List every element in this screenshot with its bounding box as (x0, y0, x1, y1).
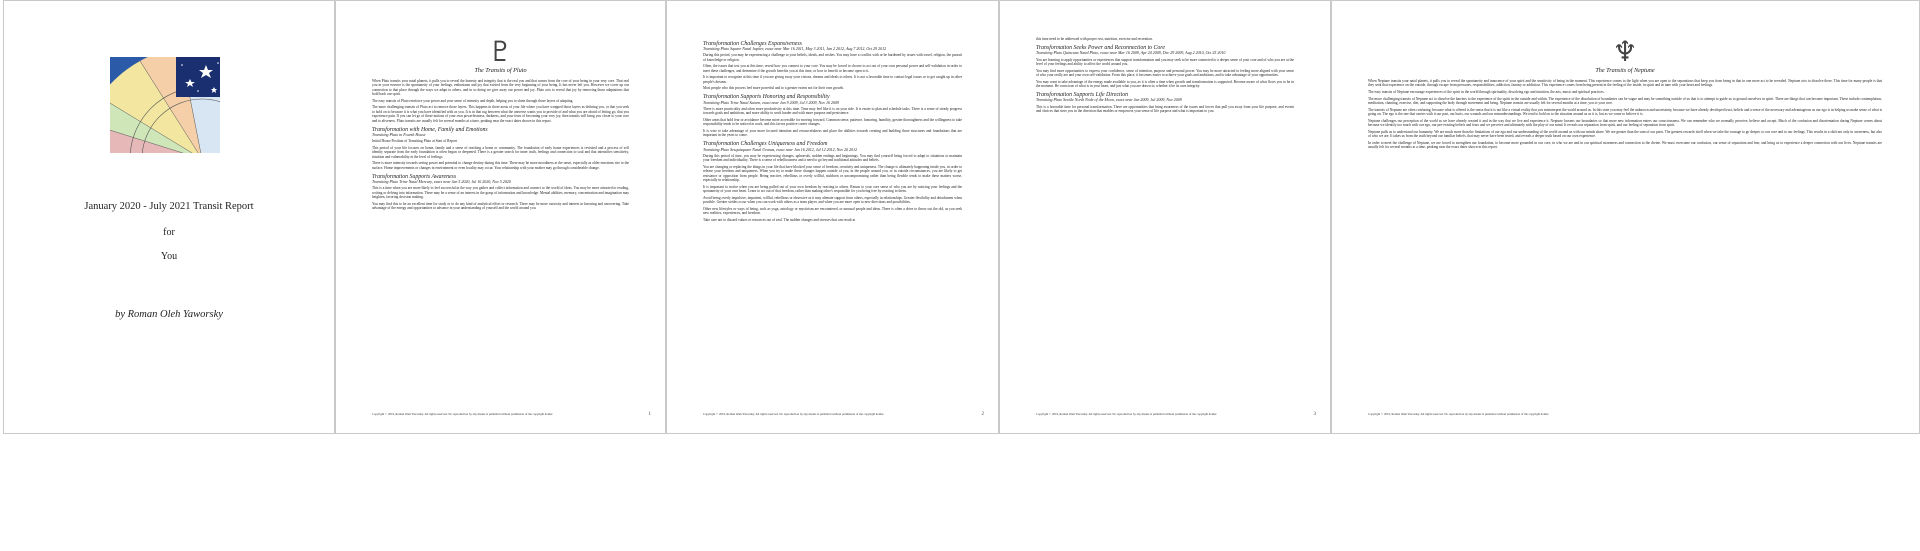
copyright-footer: Copyright © 2019, Roman Oleh Yaworsky. All rights reserved. No reproduction by any means is permitted without permission of the copyright holder. (372, 412, 554, 417)
paragraph: Other areas that hold fear or avoidance become more accessible for moving forward. Common sense, patience, honoring, humility, greater thoroughness and the willingness to take responsibility tends to be noticed at work, and this favors positive career changes. (703, 117, 962, 127)
pluto-glyph-icon: ♇ (487, 37, 514, 68)
paragraph: this time need to be addressed with proper rest, nutrition, exercise and recreation. (1036, 37, 1153, 41)
paragraph: This period of your life focuses on home, family and a sense of reaching a home or community. The foundation of early home experiences is revisited and a process of self identity separate from the early foundation is often begun or deepened. There is a greater search for inner truth, feelings and connection to soul and that intensifies sensitivity, intuition and vulnerability at the level of feelings. (372, 145, 629, 159)
copyright-footer: Copyright © 2019, Roman Oleh Yaworsky. All rights reserved. No reproduction by any means is permitted without permission of the copyright holder. (1036, 412, 1218, 417)
paragraph: It is wise to take advantage of your more focused intention and resourcefulness and place the abilities towards creating and building those structures and foundations that are important in the years to come. (703, 128, 962, 138)
paragraph: The more challenging transits of Pluto act to remove those layers. This happens in those areas of your life where you have wrapped those layers as defining you, or that you seek to hold on to because it is what you have identified with as you. It is in that tug between what the universe wants you to provide of and what you are afraid of letting go, that you experience pain. If you can let go of those notions of your own powerlessness, darkness, and your fears of becoming your very joy, then transits will bring you closer to your core and to aliveness. Pluto transits are usually felt for several months at a time, peaking near the exact dates shown in this report. (372, 105, 629, 123)
paragraph: It is important to notice when you are being pulled out of your own freedom by reacting to others. Return to your core sense of who you are by noticing your feelings and the spontaneity of your own heart. Learn to act out of that freedom, rather than making other's responsible for you being free by reacting to them. (703, 184, 962, 194)
page-number: 3 (1313, 412, 1316, 417)
transit-subheading: Transiting Pluto Sesquisquare Natal Uranus, exact near Jan 16 2012, Jul 12 2012, Nov 20 2012 (703, 146, 858, 152)
copyright-footer: Copyright © 2019, Roman Oleh Yaworsky. All rights reserved. No reproduction by any means is permitted without permission of the copyright holder. (703, 412, 885, 417)
paragraph: Initial House Position of Transiting Pluto at Start of Report (372, 139, 457, 144)
copyright-footer: Copyright © 2019, Roman Oleh Yaworsky. All rights reserved. No reproduction by any means is permitted without permission of the copyright holder. (1368, 412, 1550, 417)
astrology-wheel-image (110, 57, 220, 153)
paragraph: The easy transits of Pluto reinforce your power and your sense of intensity and depth, helping you to shine through those layers of adapting. (372, 98, 574, 103)
transit-heading: Transformation Seeks Power and Reconnection to Core (1036, 44, 1165, 51)
report-author: by Roman Oleh Yaworsky (115, 309, 223, 320)
paragraph: Neptune pulls us to understand our humanity. We are much more than the limitations of our ego and our understanding of the world around us with our minds alone. We are greater than the sum of our parts. The greatest rewards itself when we take the courage to go deeper, to our core and to our feelings. This results in a shift not only in awareness, but also of who we are. It takes us from the truth beyond our familiar beliefs, that may never have been tested, and reveals a deeper truth based on our own experience. (1368, 129, 1882, 138)
report-title: January 2020 - July 2021 Transit Report (84, 201, 254, 212)
report-page-1 (335, 0, 666, 434)
page-number: 2 (981, 412, 984, 417)
paragraph: You are changing or replacing the things in your life that have blocked your sense of freedom, creativity and uniqueness. The change is ultimately happening inside you, in order to release your freedom and uniqueness. When you try to make these changes happen outside of you, in the people around you, or in outside circumstances, you are likely to get resistance or opposition from people. Being reactive, rebellious or overly willful, stubborn or uncompromising rather than being flexible tends to make these matters worse, especially in relationship. (703, 164, 962, 183)
transit-heading: Transformation Supports Honoring and Responsibility (703, 94, 830, 101)
paragraph: There is more practicality and often more productivity at this time. Time may feel like it is on your side. It is easier to plan and schedule tasks. There is a sense of steady progress towards goals and ambitions, and more ability to work harder and with more purpose and persistence. (703, 106, 962, 116)
report-page-4 (1331, 0, 1920, 434)
paragraph: Avoid being overly impulsive, impatient, willful, rebellious or obsessive as it may alienate support from others, especially in relationships. Greater flexibility and detachment when possible. Greater strides occur when you can work with others as a team player, and when you are more open to new directions and possibilities. (703, 195, 962, 205)
paragraph: It is important to recognize at this time if you are giving away your visions, dreams and ideals to others. It is not a favorable time to contact legal issues or to get caught up in other people's dreams. (703, 75, 962, 84)
paragraph: You may want to take advantage of the energy made available to you, as it is often a time when growth and transformation is supported. Become aware of what flows you to be in the moment. Be conscious of what is in your heart, and just what you are drawn to, whether it be its own integrity. (1036, 79, 1294, 89)
paragraph: Neptune challenges our perception of the world as we have already created it and in the way that we live and experience it. Neptune loosens our boundaries so that more new information enters our consciousness. We can remember who we normally perceive, believe and accept. Much of the confusion and disorientation during Neptune comes about because we identify too much with our ego, our pre-existing beliefs and fears and we perceive and ultimately with the play of our mind. It reveals our separation from spirit, and our feeling of separation from spirit. (1368, 118, 1882, 127)
paragraph: You are learning to apply opportunities or experiences that support transformation and you may seek to be more connected to a deeper sense of your core and of who you are at the level of your feelings and ability to affect the world around you. (1036, 57, 1294, 67)
paragraph: The more challenging transits of Neptune act to dissolve the barriers to the experience of the spirit in the outside and within. The experience of the dissolution of boundaries can be vague and may be something outside of us that is to attempt to guide us to ground ourselves in spirit. There are things that can become important. These include contemplation, meditation, chanting, exercise, diet, and supporting the body through movement and being. Neptune transits are usually felt for several months at a time; you to your core. (1368, 96, 1882, 105)
transit-subheading: Transiting Pluto Square Natal Jupiter, exact near Mar 16 2011, May 3 2011, Jan 2 2012, Aug 7 2012, Oct 29 2012 (703, 45, 887, 51)
transit-subheading: Transiting Pluto Trine Natal Saturn, exact near Jan 9 2009, Jul 3 2009, Nov 16 2009 (703, 99, 839, 105)
transit-heading: Transformation Supports Life Direction (1036, 91, 1129, 98)
page-content (372, 37, 629, 403)
report-recipient: You (160, 251, 178, 262)
paragraph: When Pluto transits your natal planets, it pulls you to reveal the honesty and integrity that is the real you and that comes from the core of your being in your very core. That real you in your essence is the spontaneity of your feelings, enthusiasm and joy that existed from the very beginning of your being. It has never left you. However we cover up our connection to that place through the ways we adapt to others, and in so doing we give away our power and joy. Pluto acts to reveal that joy by removing those adaptations that hold back our spirit. (372, 79, 629, 97)
paragraph: This is a favorable time for personal transformation. There are opportunities that bring awareness of the issues and forces that pull you away from your life purpose, and events and choices that steer you in the direction that enables or empowers your sense of life purpose and what is important to you. (1036, 104, 1294, 114)
transit-subheading: Transiting Pluto Trine Natal Mercury, exact near Jan 5 2020, Jul 16 2020, Nov 5 2020 (372, 178, 511, 184)
paragraph: Most people who this process feel more powerful and to a greater extent not for their own growth. (703, 86, 845, 91)
transit-subheading: Transiting Pluto Sextile North Node of the Moon, exact near Jan 2009, Jul 2009, Nov 2009 (1036, 97, 1182, 103)
transit-heading: Transformation Challenges Uniqueness and Freedom (703, 141, 828, 148)
paragraph: The transits of Neptune are often confusing, because what is offered is the sense that it is not like a virtual reality that you misinterpret the world around us. In this state you may feel the unknown and uncertainty, because we have already developed trust, beliefs and a sense of the necessary and advantageous as our ego is in helping us make sense of what is going on. The ego is the one that carries with it our past, our hurts, our wounds and our misunderstandings. We tend to hold on to the situation around us as it is, but as we come to believe it is. (1368, 107, 1882, 116)
paragraph: During this period of time, you may be experiencing changes, upheavals, sudden endings and beginnings. You may find yourself being forced to adapt to situations to maintain your freedom and individuality. There is a sense of rebelliousness and a need to go beyond traditional attitudes and beliefs. (703, 153, 962, 163)
report-page-3 (999, 0, 1331, 434)
cover-page (3, 0, 335, 434)
paragraph: In order to meet the challenge of Neptune, we are forced to strengthen our foundation, to become more grounded in our core, in who we are and in our spiritual awareness and connection to the divine. We must overcome our confusion, our sense of separation and fear, and bring us to experience a deeper connection with our lives. Neptune transits are usually felt for several months at a time, peaking near the exact dates shown in this report. (1368, 140, 1882, 149)
paragraph: This is a time when you are more likely to feel successful in the way you gather and collect information and connect to the world of ideas. You may be more attracted to reading, writing or delving into information. There may be a sense of an interest in the grasp of information and knowledge. Mental abilities, memory, concentration and imagination may heighten, favoring decision making. (372, 186, 629, 200)
page-content (1036, 37, 1294, 403)
paragraph: Other new lifestyles or ways of being, such as yoga, astrology or mysticism are encountered, or unusual people and ideas. There is often a drive to throw out the old, as you seek new realities, experiences, and freedom. (703, 206, 962, 216)
paragraph: During this period, you may be experiencing a challenge to your beliefs, ideals, and wishes. You may have a conflict with or be burdened by issues with travel, religion, the pursuit of knowledge or religion. (703, 53, 962, 62)
neptune-glyph-icon: ♆ (1612, 37, 1638, 68)
page-number: 1 (648, 412, 651, 417)
report-for-label: for (163, 227, 175, 238)
paragraph: You may find this to be an excellent time for study or to do any kind of analytical effort or research. There may be more curiosity and interest in knowing and uncovering. Take advantage of the energy and opportunities to advance in your understanding of yourself and the world around you. (372, 201, 629, 211)
paragraph: The easy transits of Neptune encourage experiences of the spirit in the world through spirituality, dissolving ego and intuition, the arts, music and spiritual practices. (1368, 90, 1605, 94)
section-title: The Transits of Pluto (474, 67, 527, 74)
paragraph: You may find more opportunities to express your confidence, sense of intention, purpose and personal power. You may be more attracted to feeling more aligned with your sense of who your really are and your own self-validation. From this place, it becomes easier to achieve your goals and ambitions, and to take advantage of your opportunities. (1036, 68, 1294, 78)
paragraph: Take care not to discard values or resources out of zeal. The sudden changes and stresses that can result at (703, 217, 856, 222)
report-page-2 (666, 0, 999, 434)
transit-heading: Transformation with Home, Family and Emotions (372, 126, 488, 133)
page-content (1368, 37, 1882, 403)
paragraph: There is more intensity towards seeing power and potential to change destiny during this time. There may be more moodiness at the onset, especially as older emotions rise to the surface. Home improvements or changes in environment or even locality may occur. Your relationship with your mother may go through considerable change. (372, 161, 629, 170)
transit-heading: Transformation Challenges Expansiveness (703, 40, 802, 47)
section-title: The Transits of Neptune (1595, 67, 1655, 74)
paragraph: When Neptune transits your natal planets, it pulls you to reveal the spontaneity and innocence of your spirit and the sensitivity of being in the moment. This experience comes to the light when you are open to the separations that keep you from being in that in one more act to be revealed. Neptune acts to dissolve these. This time for many people is that they seek that experience on the outside, through escape from pressures, responsibilities, addiction, fantasy or addiction. This experience comes from being present in the feeling of the inside, in spirit and in tune with your heart and feelings. (1368, 79, 1882, 88)
transit-heading: Transformation Supports Awareness (372, 173, 457, 180)
transit-subheading: Transiting Pluto Quincunx Natal Pluto, exact near Mar 16 2009, Apr 24 2009, Dec 29 2009, Aug 2 2010, Oct 25 2010 (1036, 50, 1226, 56)
paragraph: Often, the issues that test you at this time, reveal how you connect to your core. You may be forced to choose to act out of your own personal power and self-validation in order to meet these challenges, and determine if the growth benefits you at this time, or how to benefit or become open to it. (703, 64, 962, 73)
transit-subheading: Transiting Pluto in Fourth House (372, 131, 426, 137)
page-content (703, 37, 962, 403)
